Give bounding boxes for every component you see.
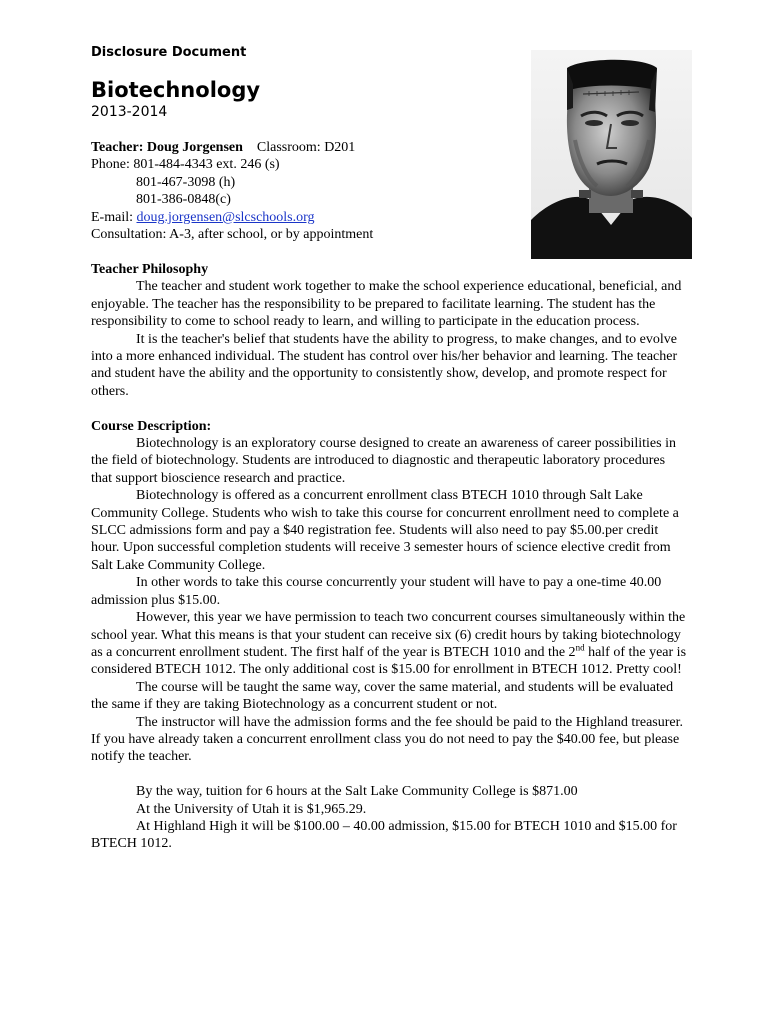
teacher-name: Teacher: Doug Jorgensen [91,140,243,155]
course-paragraph-4 [91,609,687,679]
philosophy-paragraph-2: It is the teacher's belief that students have the ability to progress, to make changes, and to evolve into a more enhanced individual. The student has control over his/her behavior and learning. The teacher and student have the ability and the opportunity to consistently show, develop, and promote respect for others. [91,331,678,399]
course-paragraph-3: In other words to take this course concurrently your student will have to pay a one-time 40.00 admission plus $15.00. [91,575,662,608]
philosophy-paragraph-1: The teacher and student work together to make the school experience educational, beneficial, and enjoyable. The teacher has the responsibility to be prepared to facilitate learning. The student has the responsibility to come to school ready to learn, and willing to participate in the education process. [91,279,682,330]
teacher-contact-block [91,139,373,243]
course-paragraph-6: The instructor will have the admission forms and the fee should be paid to the Highland treasurer. If you have already taken a concurrent enrollment class you do not need to pay the $40.00 fee, but please notify the teacher. [91,714,684,765]
ordinal-suffix: nd [575,642,585,653]
course-paragraph-4-part-a: However, this year we have permission to teach two concurrent courses simultaneously within the school year. What this means is that your student can receive six (6) credit hours by taking biotechnology as a concurrent enrollment student. The first half of the year is BTECH 1010 and the 2 [91,610,686,660]
email-label: E-mail: [91,209,133,225]
portrait-photo-icon [531,50,692,259]
document-body [91,261,687,853]
school-year: 2013-2014 [91,104,168,120]
teacher-row [91,139,373,156]
course-paragraph-2: Biotechnology is offered as a concurrent enrollment class BTECH 1010 through Salt Lake Community College. Students who wish to take this course for concurrent enrollment need to complete a SLCC admissions form and pay a $40 registration fee. Students will also need to pay $5.00.per credit hour. Upon successful completion students will receive 3 semester hours of science elective credit from Salt Lake Community College. [91,488,679,573]
phone-cell: 801-386-0848(c) [136,192,231,208]
email-row [91,209,373,226]
course-paragraph-1: Biotechnology is an exploratory course designed to create an awareness of career possibilities in the field of biotechnology. Students are introduced to diagnostic and therapeutic laboratory procedures that support bioscience research and practice. [91,436,676,486]
philosophy-heading: Teacher Philosophy [91,262,209,277]
classroom: Classroom: D201 [256,140,356,155]
document-label: Disclosure Document [91,45,247,60]
email-link[interactable]: doug.jorgensen@slcschools.org [136,209,315,225]
consultation-hours: Consultation: A-3, after school, or by appointment [91,227,374,243]
phone-school: Phone: 801-484-4343 ext. 246 (s) [91,157,280,173]
course-paragraph-5: The course will be taught the same way, cover the same material, and students will be evaluated the same if they are taking Biotechnology as a concurrent student or not. [91,679,674,713]
phone-home: 801-467-3098 (h) [136,174,236,190]
page-title: Biotechnology [91,78,261,102]
course-paragraph-4-part-b: half of the year is considered BTECH 1012. The only additional cost is $15.00 for enrollment in BTECH 1012. Pretty cool! [91,644,687,678]
tuition-line-2: At the University of Utah it is $1,965.29. [136,801,367,817]
tuition-line-3: At Highland High it will be $100.00 – 40.00 admission, $15.00 for BTECH 1010 and $15.00 for BTECH 1012. [91,818,677,852]
course-heading: Course Description: [91,418,212,434]
tuition-line-1: By the way, tuition for 6 hours at the Salt Lake Community College is $871.00 [136,784,578,800]
